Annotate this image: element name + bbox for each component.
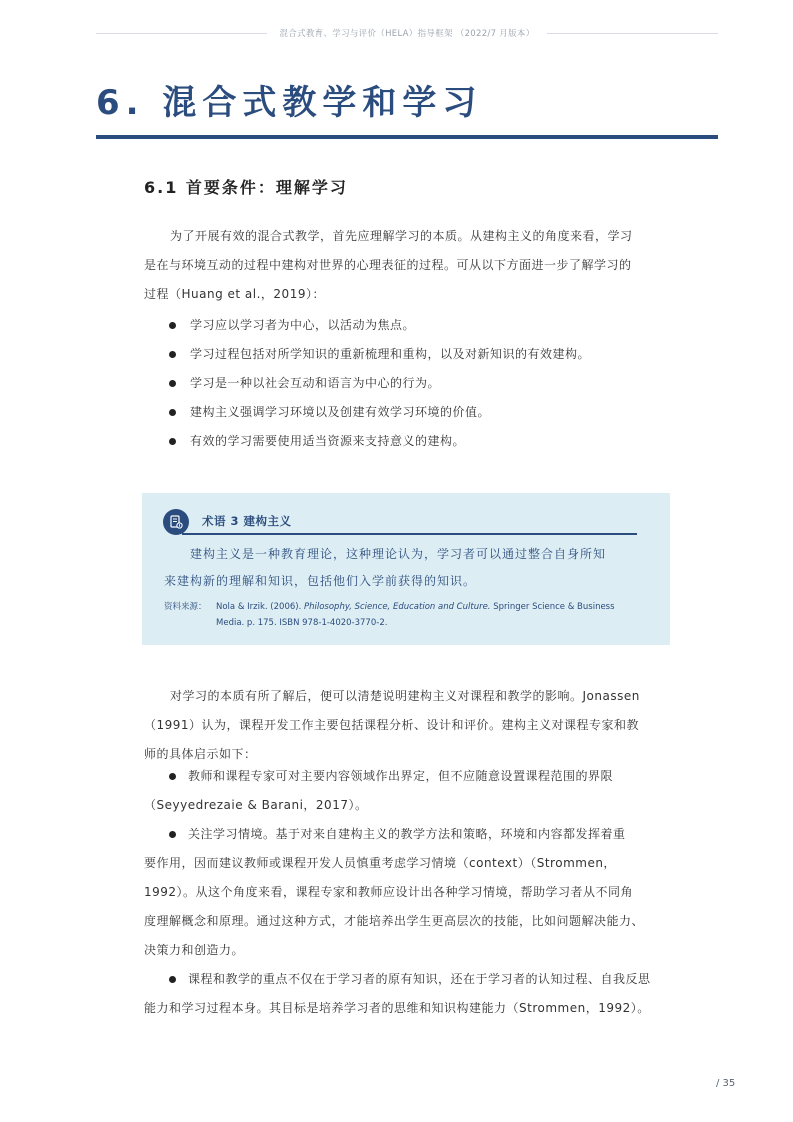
- source-book-title: Philosophy, Science, Education and Culture.: [303, 602, 491, 612]
- intro-line: 为了开展有效的混合式教学，首先应理解学习的本质。从建构主义的角度来看，学习: [170, 229, 633, 243]
- implication-line: （Seyyedrezaie & Barani，2017）。: [144, 798, 368, 812]
- list-item: [144, 311, 671, 340]
- impact-paragraph: [144, 682, 671, 769]
- implication-line: 度理解概念和原理。通过这种方式，才能培养出学生更高层次的技能，比如问题解决能力、: [144, 914, 645, 928]
- section-title: 6.1 首要条件：理解学习: [144, 178, 348, 197]
- implication-text: 教师和课程专家可对主要内容领域作出界定，但不应随意设置课程范围的界限: [188, 769, 614, 783]
- term-source: [164, 599, 644, 631]
- list-item: [144, 369, 671, 398]
- impact-line: 师的具体启示如下：: [144, 747, 257, 761]
- term-body: [164, 541, 644, 595]
- page-number: / 35: [716, 1078, 736, 1089]
- chapter-rule: [96, 135, 718, 139]
- implication-item: [144, 762, 671, 820]
- bullet-icon: [169, 831, 176, 838]
- implication-line: 要作用，因而建议教师或课程开发人员慎重考虑学习情境（context）（Strommen，: [144, 856, 616, 870]
- bullet-icon: [169, 976, 176, 983]
- source-authors: Nola & Irzik. (2006).: [216, 602, 304, 612]
- implication-item: [144, 820, 671, 965]
- implication-text: 关注学习情境。基于对来自建构主义的教学方法和策略，环境和内容都发挥着重: [188, 827, 626, 841]
- list-item-text: 学习应以学习者为中心，以活动为焦点。: [190, 318, 416, 332]
- bullet-icon: [169, 438, 176, 445]
- term-rule: [182, 533, 637, 535]
- header-rule-left: [96, 33, 267, 34]
- term-body-line: 来建构新的理解和知识，包括他们入学前获得的知识。: [164, 574, 477, 588]
- bullet-icon: [169, 351, 176, 358]
- header-rule-right: [547, 33, 718, 34]
- list-item: [144, 427, 671, 456]
- source-label: 资料来源：: [164, 602, 207, 612]
- implication-item: [144, 965, 671, 1023]
- list-item-text: 学习过程包括对所学知识的重新梳理和重构，以及对新知识的有效建构。: [190, 347, 591, 361]
- list-item: [144, 398, 671, 427]
- list-item-text: 有效的学习需要使用适当资源来支持意义的建构。: [190, 434, 466, 448]
- chapter-title: 6. 混合式教学和学习: [96, 83, 483, 123]
- document-icon: [163, 509, 189, 535]
- intro-line: 是在与环境互动的过程中建构对世界的心理表征的过程。可从以下方面进一步了解学习的: [144, 258, 632, 272]
- implication-line: 能力和学习过程本身。其目标是培养学习者的思维和知识构建能力（Strommen，1992）。: [144, 1001, 650, 1015]
- implication-text: 课程和教学的重点不仅在于学习者的原有知识，还在于学习者的认知过程、自我反思: [188, 972, 651, 986]
- source-line-2: Media. p. 175. ISBN 978-1-4020-3770-2.: [216, 618, 388, 628]
- implication-line: [144, 965, 671, 994]
- running-title: 混合式教育、学习与评价（HELA）指导框架 （2022/7 月版本）: [279, 29, 535, 39]
- bullet-icon: [169, 322, 176, 329]
- list-item: [144, 340, 671, 369]
- bullet-icon: [169, 773, 176, 780]
- source-publisher: Springer Science & Business: [490, 602, 615, 612]
- bullet-icon: [169, 409, 176, 416]
- impact-line: 对学习的本质有所了解后，便可以清楚说明建构主义对课程和教学的影响。Jonassen: [170, 689, 640, 703]
- impact-line: （1991）认为，课程开发工作主要包括课程分析、设计和评价。建构主义对课程专家和教: [144, 718, 640, 732]
- running-header: [96, 25, 718, 41]
- implication-line: 决策力和创造力。: [144, 943, 245, 957]
- implication-line: [144, 820, 671, 849]
- term-definition-box: [142, 493, 670, 645]
- term-body-line: 建构主义是一种教育理论，这种理论认为，学习者可以通过整合自身所知: [190, 547, 607, 561]
- learning-bullet-list: [144, 311, 671, 456]
- term-title: 术语 3 建构主义: [202, 514, 292, 528]
- implications-list: [144, 762, 671, 1023]
- intro-line: 过程（Huang et al.，2019）：: [144, 287, 325, 301]
- intro-paragraph: [144, 222, 671, 309]
- implication-line: 1992）。从这个角度来看，课程专家和教师应设计出各种学习情境，帮助学习者从不同角: [144, 885, 634, 899]
- list-item-text: 建构主义强调学习环境以及创建有效学习环境的价值。: [190, 405, 491, 419]
- list-item-text: 学习是一种以社会互动和语言为中心的行为。: [190, 376, 441, 390]
- implication-line: [144, 762, 671, 791]
- bullet-icon: [169, 380, 176, 387]
